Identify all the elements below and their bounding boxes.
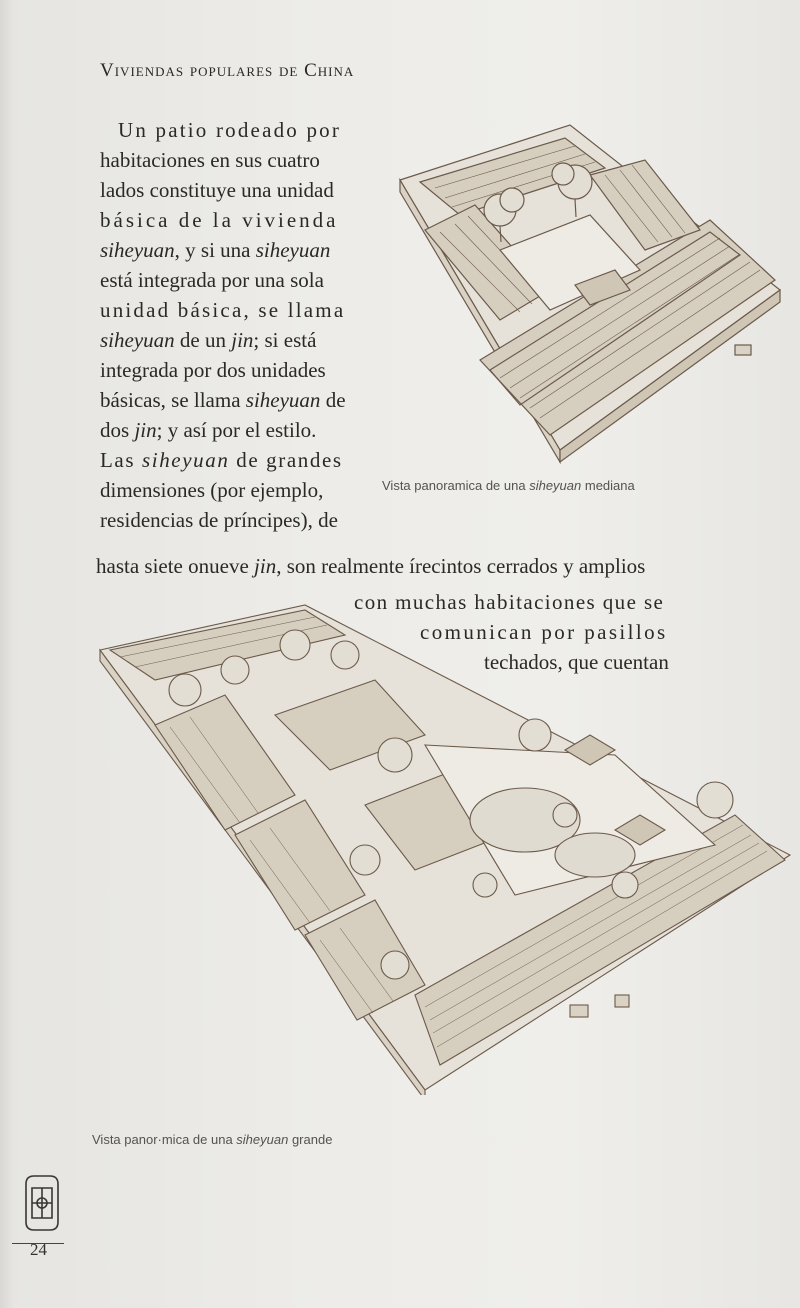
body-line-1: Un patio rodeado por [118, 118, 342, 142]
body-line-5: siheyuan, y si una siheyuan [100, 238, 331, 262]
body-line-3: lados constituye una unidad [100, 178, 334, 202]
body-line-18: techados, que cuentan [484, 650, 669, 674]
body-line-16: con muchas habitaciones que se [354, 590, 665, 614]
body-line-8: siheyuan de un jin; si está [100, 328, 317, 352]
body-line-13: dimensiones (por ejemplo, [100, 478, 324, 502]
medium-siheyuan-illustration [380, 120, 800, 470]
body-line-17: comunican por pasillos [420, 620, 668, 644]
body-line-12: Las siheyuan de grandes [100, 448, 343, 472]
body-line-9: integrada por dos unidades [100, 358, 326, 382]
large-siheyuan-illustration [95, 595, 795, 1095]
body-line-6: está integrada por una sola [100, 268, 324, 292]
running-head: Viviendas populares de China [100, 60, 355, 81]
body-line-10: básicas, se llama siheyuan de [100, 388, 346, 412]
body-line-14: residencias de príncipes), de [100, 508, 338, 532]
medium-figure-caption: Vista panoramica de una siheyuan mediana [382, 478, 635, 493]
large-figure-caption: Vista panor·mica de una siheyuan grande [92, 1132, 333, 1147]
body-line-15: hasta siete onueve jin, son realmente írecintos cerrados y amplios [96, 554, 646, 578]
body-line-7: unidad básica, se llama [100, 298, 346, 322]
body-line-11: dos jin; y así por el estilo. [100, 418, 317, 442]
chinese-ornament-icon [20, 1174, 64, 1232]
page-gutter-shadow [0, 0, 14, 1308]
body-line-4: básica de la vivienda [100, 208, 339, 232]
body-line-2: habitaciones en sus cuatro [100, 148, 320, 172]
page-number: 24 [30, 1240, 47, 1259]
